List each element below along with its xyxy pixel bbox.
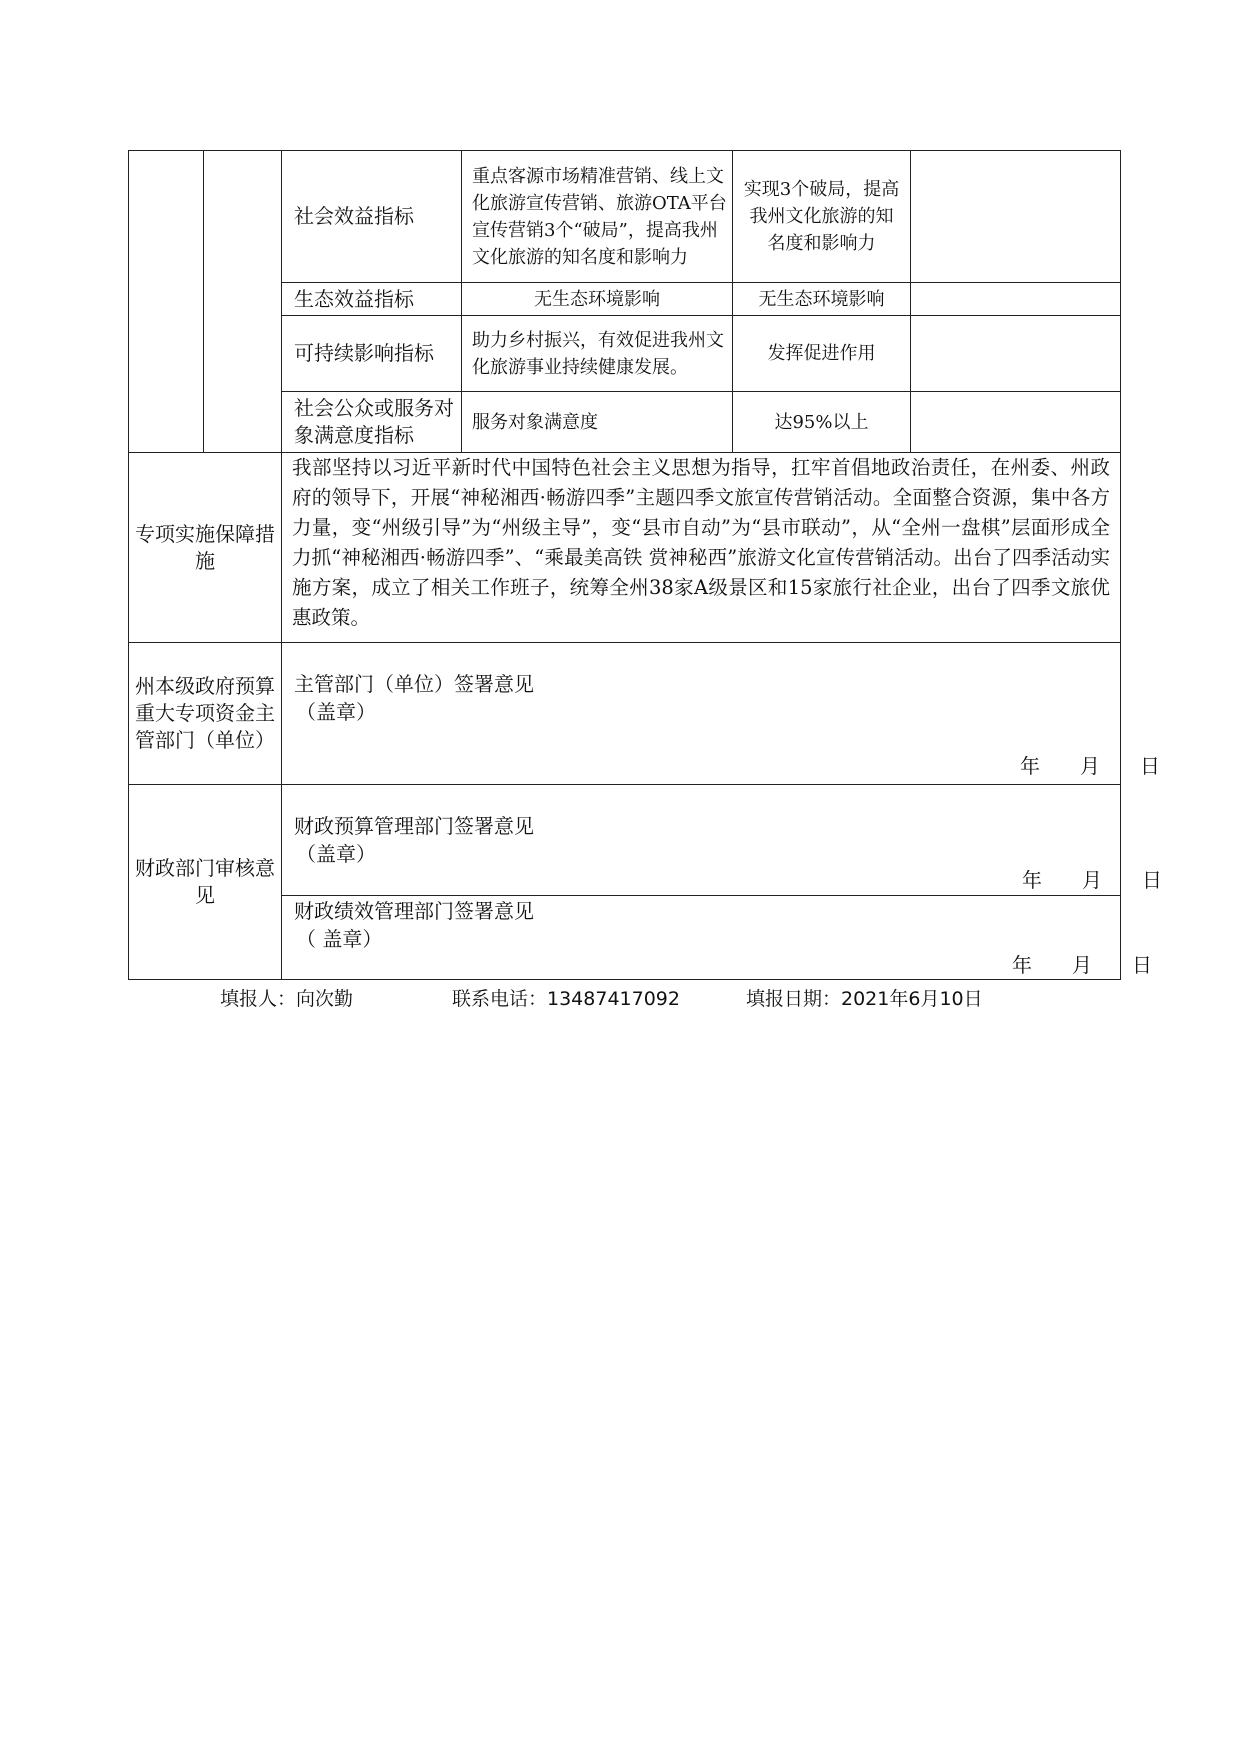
performance-table bbox=[128, 150, 1162, 980]
perf-seal: （ 盖章） bbox=[296, 927, 383, 951]
indicator-note bbox=[911, 316, 1121, 392]
dept-seal: （盖章） bbox=[296, 700, 376, 724]
perf-sign-cell bbox=[282, 896, 1152, 980]
indicator-target: 重点客源市场精准营销、线上文化旅游宣传营销、旅游OTA平台宣传营销3个“破局”，提高我州文化旅游的知名度和影响力 bbox=[462, 151, 733, 283]
indicator-target: 无生态环境影响 bbox=[462, 283, 733, 316]
perf-date: 年 月 日 bbox=[1012, 953, 1152, 977]
finance-label: 财政部门审核意见 bbox=[129, 785, 282, 980]
budget-sign-title: 财政预算管理部门签署意见 bbox=[294, 814, 534, 838]
dept-sign-title: 主管部门（单位）签署意见 bbox=[294, 672, 534, 696]
budget-sign-cell bbox=[282, 785, 1162, 896]
indicator-actual: 达95%以上 bbox=[733, 392, 911, 453]
indicator-actual: 无生态环境影响 bbox=[733, 283, 911, 316]
indicator-target: 服务对象满意度 bbox=[462, 392, 733, 453]
blank-cell bbox=[204, 151, 282, 453]
indicator-actual: 发挥促进作用 bbox=[733, 316, 911, 392]
indicator-target: 助力乡村振兴，有效促进我州文化旅游事业持续健康发展。 bbox=[462, 316, 733, 392]
measures-row bbox=[129, 453, 1121, 643]
indicator-actual: 实现3个破局，提高我州文化旅游的知名度和影响力 bbox=[733, 151, 911, 283]
dept-date: 年 月 日 bbox=[1020, 754, 1160, 778]
measures-text: 我部坚持以习近平新时代中国特色社会主义思想为指导，扛牢首倡地政治责任，在州委、州政府的领导下，开展“神秘湘西·畅游四季”主题四季文旅宣传营销活动。全面整合资源，集中各方力量，变“州级引导”为“州级主导”，变“县市自动”为“县市联动”，从“全州一盘棋”层面形成全力抓“神秘湘西·畅游四季”、“乘最美高铁 赏神秘西”旅游文化宣传营销活动。出台了四季活动实施方案，成立了相关工作班子，统筹全州38家A级景区和15家旅行社企业，出台了四季文旅优惠政策。 bbox=[282, 453, 1121, 643]
budget-seal: （盖章） bbox=[296, 842, 376, 866]
finance-row bbox=[129, 785, 1121, 896]
filler-name: 填报人：向次勤 bbox=[220, 988, 354, 1010]
dept-sign-cell bbox=[282, 643, 1160, 785]
dept-row bbox=[129, 643, 1121, 785]
perf-sign-title: 财政绩效管理部门签署意见 bbox=[294, 899, 534, 923]
indicator-name: 可持续影响指标 bbox=[282, 316, 462, 392]
indicator-note bbox=[911, 392, 1121, 453]
fill-date: 填报日期：2021年6月10日 bbox=[746, 988, 983, 1010]
blank-cell bbox=[129, 151, 204, 453]
indicator-note bbox=[911, 151, 1121, 283]
measures-label: 专项实施保障措施 bbox=[129, 453, 282, 643]
contact-phone: 联系电话：13487417092 bbox=[452, 988, 680, 1010]
indicator-row bbox=[129, 151, 1121, 283]
indicator-name: 社会公众或服务对象满意度指标 bbox=[282, 392, 462, 453]
indicator-note bbox=[911, 283, 1121, 316]
budget-date: 年 月 日 bbox=[1022, 868, 1162, 892]
indicator-name: 社会效益指标 bbox=[282, 151, 462, 283]
indicator-name: 生态效益指标 bbox=[282, 283, 462, 316]
dept-label: 州本级政府预算重大专项资金主管部门（单位） bbox=[129, 643, 282, 785]
